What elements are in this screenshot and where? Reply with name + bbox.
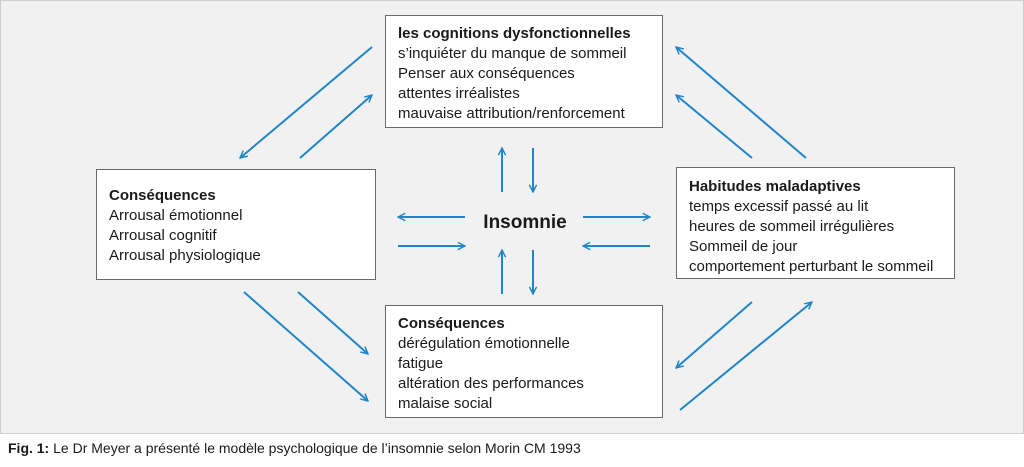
arrow-right-to-bottom-inner [676, 302, 752, 368]
consequences-line: fatigue [398, 355, 444, 372]
habits-line: heures de sommeil irrégulières [689, 218, 895, 235]
arrow-left-to-bottom-inner [298, 292, 368, 354]
arrow-right-to-top-inner [676, 95, 752, 158]
arousal-line: Arrousal cognitif [109, 227, 217, 244]
consequences-line: malaise social [398, 395, 493, 412]
cognitions-line: attentes irréalistes [398, 85, 520, 102]
arousal-title: Conséquences [109, 187, 216, 204]
habits-box [676, 167, 955, 279]
consequences-title: Conséquences [398, 315, 505, 332]
habits-line: temps excessif passé au lit [689, 198, 869, 215]
figure-caption [8, 440, 581, 456]
habits-title: Habitudes maladaptives [689, 178, 861, 195]
arrow-top-to-left-outer [240, 47, 372, 158]
caption-text: Le Dr Meyer a présenté le modèle psychologique de l’insomnie selon Morin CM 1993 [49, 440, 581, 456]
arousal-line: Arrousal physiologique [109, 247, 261, 264]
arousal-line: Arrousal émotionnel [109, 207, 243, 224]
insomnia-center-label: Insomnie [483, 212, 567, 233]
caption-label: Fig. 1: [8, 440, 50, 456]
arrow-right-to-top-outer [676, 47, 806, 158]
cognitions-line: Penser aux conséquences [398, 65, 575, 82]
consequences-box [385, 305, 663, 418]
cognitions-line: s’inquiéter du manque de sommeil [398, 45, 627, 62]
cognitions-line: mauvaise attribution/renforcement [398, 105, 625, 122]
habits-line: comportement perturbant le sommeil [689, 258, 934, 275]
consequences-line: dérégulation émotionnelle [398, 335, 570, 352]
cognitions-title: les cognitions dysfonctionnelles [398, 25, 631, 42]
cognitions-box [385, 15, 663, 128]
arousal-consequences-box [96, 169, 376, 280]
consequences-line: altération des performances [398, 375, 584, 392]
arrow-left-to-bottom-outer [244, 292, 368, 401]
habits-line: Sommeil de jour [689, 238, 798, 255]
arrow-left-to-top-inner [300, 95, 372, 158]
arrow-bottom-to-right-outer [680, 302, 812, 410]
